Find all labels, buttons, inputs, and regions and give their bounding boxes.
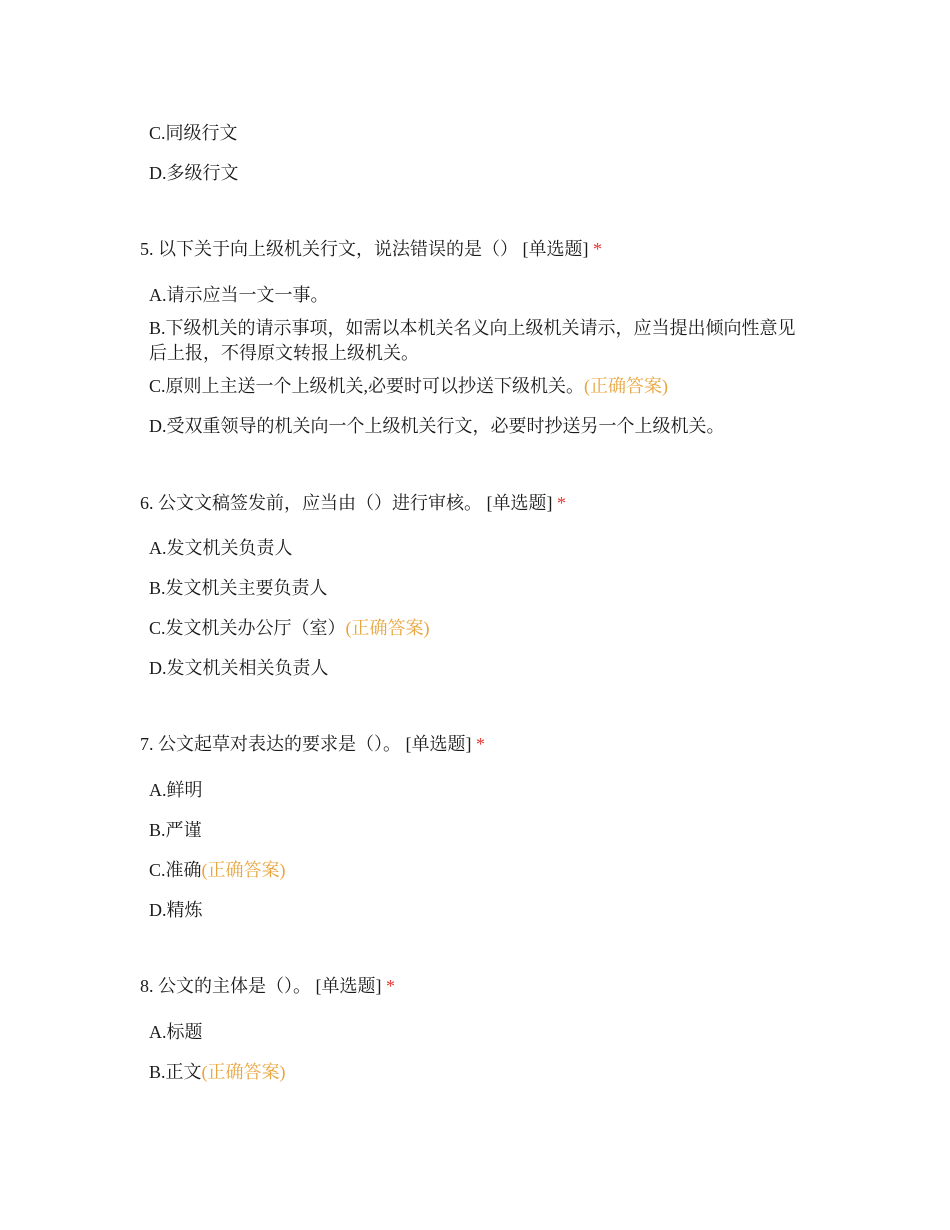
required-star: * — [386, 976, 395, 996]
option-7c: C.准确(正确答案) — [149, 860, 286, 880]
question-type-tag: [单选题] — [405, 734, 472, 754]
correct-answer-mark: (正确答案) — [345, 618, 430, 638]
required-star: * — [593, 239, 602, 259]
option-4c: C.同级行文 — [149, 123, 238, 143]
option-4d: D.多级行文 — [149, 163, 239, 183]
option-6b: B.发文机关主要负责人 — [149, 578, 328, 598]
option-5b: B.下级机关的请示事项，如需以本机关名义向上级机关请示，应当提出倾向性意见后上报，不得原文转报上级机关。 — [149, 318, 796, 363]
option-5d: D.受双重领导的机关向一个上级机关行文，必要时抄送另一个上级机关。 — [149, 416, 725, 436]
question-type-tag: [单选题] — [315, 976, 382, 996]
option-7d: D.精炼 — [149, 900, 203, 920]
option-6a: A.发文机关负责人 — [149, 538, 293, 558]
option-6c: C.发文机关办公厅（室）(正确答案) — [149, 618, 430, 638]
correct-answer-mark: (正确答案) — [201, 1062, 286, 1082]
option-7b: B.严谨 — [149, 820, 202, 840]
question-8-title: 8. 公文的主体是（）。 [单选题] * — [140, 976, 395, 996]
question-7-title: 7. 公文起草对表达的要求是（）。 [单选题] * — [140, 734, 485, 754]
question-5-title: 5. 以下关于向上级机关行文，说法错误的是（） [单选题] * — [140, 239, 602, 259]
correct-answer-mark: (正确答案) — [201, 860, 286, 880]
option-5c: C.原则上主送一个上级机关,必要时可以抄送下级机关。(正确答案) — [149, 376, 669, 396]
option-5a: A.请示应当一文一事。 — [149, 285, 329, 305]
correct-answer-mark: (正确答案) — [584, 376, 669, 396]
question-type-tag: [单选题] — [486, 493, 553, 513]
option-8a: A.标题 — [149, 1022, 203, 1042]
question-type-tag: [单选题] — [522, 239, 589, 259]
option-6d: D.发文机关相关负责人 — [149, 658, 329, 678]
option-8b: B.正文(正确答案) — [149, 1062, 286, 1082]
required-star: * — [476, 734, 485, 754]
required-star: * — [557, 493, 566, 513]
option-7a: A.鲜明 — [149, 780, 203, 800]
question-6-title: 6. 公文文稿签发前，应当由（）进行审核。 [单选题] * — [140, 493, 566, 513]
